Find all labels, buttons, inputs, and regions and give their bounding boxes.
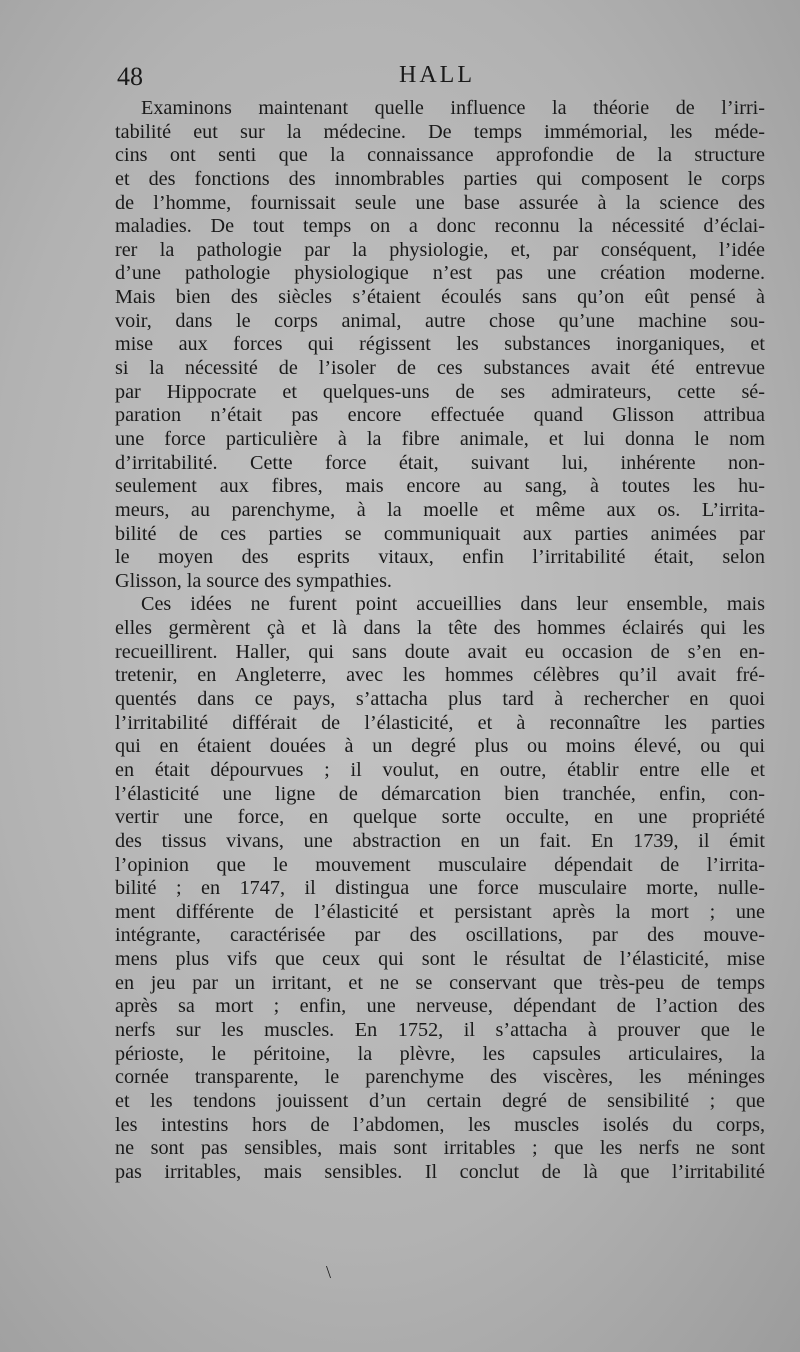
- text-line: d’une pathologie physiologique n’est pas une création moderne.: [115, 262, 765, 285]
- text-line: Ces idées ne furent point accueillies dans leur ensemble, mais: [141, 593, 765, 616]
- text-line: les intestins hors de l’abdomen, les muscles isolés du corps,: [115, 1113, 765, 1136]
- text-line: Examinons maintenant quelle influence la théorie de l’irri-: [141, 97, 765, 119]
- text-line: qui en étaient douées à un degré plus ou moins élevé, ou qui: [115, 735, 765, 758]
- text-line: cornée transparente, le parenchyme des viscères, les méninges: [115, 1066, 765, 1089]
- text-line: ne sont pas sensibles, mais sont irritables ; que les nerfs ne sont: [115, 1137, 765, 1160]
- text-line: recueillirent. Haller, qui sans doute avait eu occasion de s’en en-: [115, 640, 765, 663]
- text-line: mens plus vifs que ceux qui sont le résultat de l’élasticité, mise: [115, 948, 765, 971]
- text-line: Glisson, la source des sympathies.: [115, 569, 392, 592]
- text-line: de l’homme, fournissait seule une base assurée à la science des: [115, 191, 765, 214]
- text-line: bilité de ces parties se communiquait aux parties animées par: [115, 522, 765, 545]
- text-line: après sa mort ; enfin, une nerveuse, dépendant de l’action des: [115, 995, 765, 1018]
- text-line: nerfs sur les muscles. En 1752, il s’attacha à prouver que le: [115, 1018, 765, 1041]
- text-line: maladies. De tout temps on a donc reconnu la nécessité d’éclai-: [115, 215, 765, 238]
- text-line: si la nécessité de l’isoler de ces substances avait été entrevue: [115, 357, 765, 380]
- text-line: cins ont senti que la connaissance approfondie de la structure: [115, 144, 765, 167]
- page-header: [117, 62, 762, 98]
- page-number: 48: [117, 62, 143, 91]
- text-line: périoste, le péritoine, la plèvre, les capsules articulaires, la: [115, 1042, 765, 1065]
- text-line: une force particulière à la fibre animale, et lui donna le nom: [115, 427, 765, 450]
- text-line: tabilité eut sur la médecine. De temps immémorial, les méde-: [115, 120, 765, 143]
- text-line: rer la pathologie par la physiologie, et, par conséquent, l’idée: [115, 238, 765, 261]
- signature-mark: \: [326, 1262, 332, 1282]
- text-line: le moyen des esprits vitaux, enfin l’irritabilité était, selon: [115, 546, 765, 569]
- text-line: l’opinion que le mouvement musculaire dépendait de l’irrita-: [115, 853, 765, 876]
- text-line: quentés dans ce pays, s’attacha plus tard à rechercher en quoi: [115, 688, 765, 711]
- text-line: par Hippocrate et quelques-uns de ses admirateurs, cette sé-: [115, 380, 765, 403]
- text-line: et des fonctions des innombrables parties qui composent le corps: [115, 167, 765, 190]
- text-line: voir, dans le corps animal, autre chose qu’une machine sou-: [115, 309, 765, 332]
- text-line: en était dépourvues ; il voulut, en outre, établir entre elle et: [115, 758, 765, 781]
- text-line: mise aux forces qui régissent les substances inorganiques, et: [115, 333, 765, 356]
- text-line: tretenir, en Angleterre, avec les hommes célèbres qu’il avait fré-: [115, 664, 765, 687]
- text-line: bilité ; en 1747, il distingua une force musculaire morte, nulle-: [115, 877, 765, 900]
- running-head: HALL: [399, 62, 475, 88]
- text-line: en jeu par un irritant, et ne se conservant que très-peu de temps: [115, 971, 765, 994]
- text-line: seulement aux fibres, mais encore au sang, à toutes les hu-: [115, 475, 765, 498]
- text-line: vertir une force, en quelque sorte occulte, en une propriété: [115, 806, 765, 829]
- text-line: et les tendons jouissent d’un certain degré de sensibilité ; que: [115, 1089, 765, 1112]
- text-line: d’irritabilité. Cette force était, suivant lui, inhérente non-: [115, 451, 765, 474]
- text-line: ment différente de l’élasticité et persistant après la mort ; une: [115, 900, 765, 923]
- text-line: paration n’était pas encore effectuée quand Glisson attribua: [115, 404, 765, 427]
- text-line: l’élasticité une ligne de démarcation bien tranchée, enfin, con-: [115, 782, 765, 805]
- text-line: meurs, au parenchyme, à la moelle et même aux os. L’irrita-: [115, 498, 765, 521]
- text-line: des tissus vivans, une abstraction en un fait. En 1739, il émit: [115, 829, 765, 852]
- text-line: elles germèrent çà et là dans la tête des hommes éclairés qui les: [115, 617, 765, 640]
- text-line: intégrante, caractérisée par des oscillations, par des mouve-: [115, 924, 765, 947]
- body-text: [115, 97, 765, 1184]
- text-line: l’irritabilité différait de l’élasticité, et à reconnaître les parties: [115, 711, 765, 734]
- text-line: Mais bien des siècles s’étaient écoulés sans qu’on eût pensé à: [115, 286, 765, 309]
- text-line: pas irritables, mais sensibles. Il conclut de là que l’irritabilité: [115, 1160, 765, 1183]
